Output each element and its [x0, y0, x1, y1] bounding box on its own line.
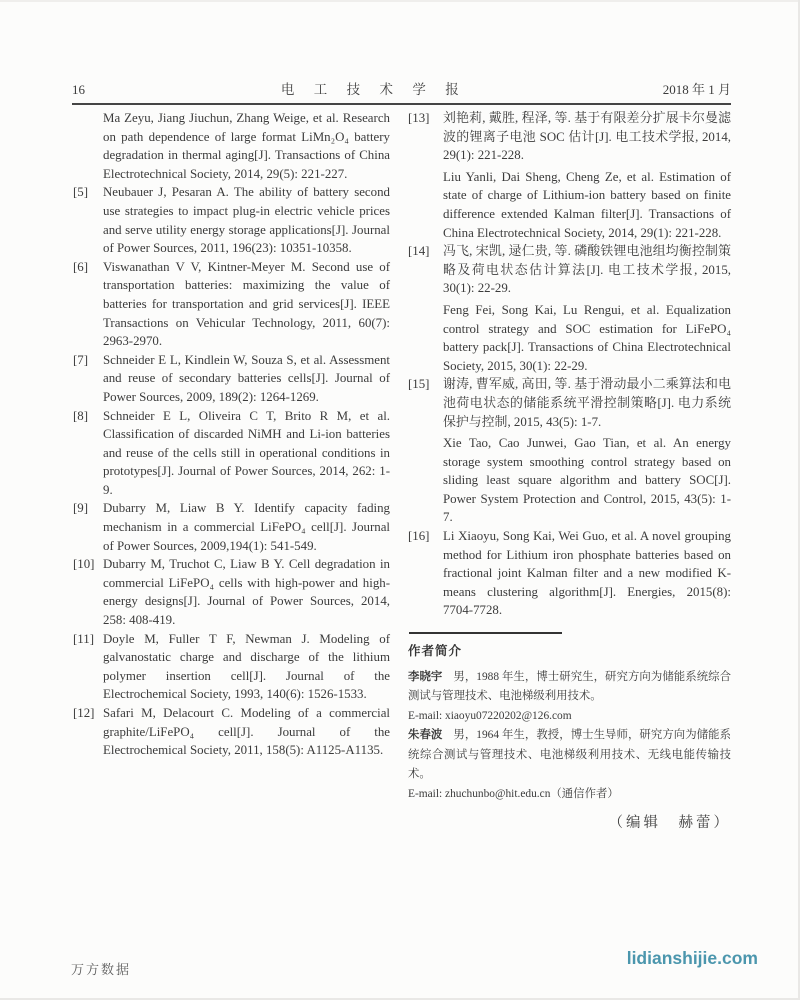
reference-number: [12]: [73, 706, 95, 720]
reference-text-chinese: 谢涛, 曹军威, 高田, 等. 基于滑动最小二乘算法和电池荷电状态的储能系统平滑控制策略[J]. 电力系统保护与控制, 2015, 43(5): 1-7.: [443, 377, 731, 429]
reference-item: [408, 242, 731, 375]
author-bio-text: [408, 726, 731, 785]
author-name: 朱春波: [408, 729, 443, 742]
wanfang-watermark: 万方数据: [71, 962, 132, 977]
reference-number: [5]: [73, 185, 89, 200]
reference-number: [8]: [73, 408, 89, 423]
reference-item: [73, 499, 390, 555]
author-email: E-mail: xiaoyu07220202@126.com: [408, 709, 572, 722]
reference-text: Safari M, Delacourt C. Modeling of a commercial graphite/LiFePO₄ cell[J]. Journal of the Electrochemical Society, 2011, 158(5): A1125-A1135.: [103, 706, 390, 758]
reference-item: [73, 351, 390, 407]
author-bio-entry: [408, 668, 731, 727]
issue-date: 2018 年 1 月: [662, 82, 731, 97]
reference-item: [73, 183, 390, 257]
reference-item: [408, 109, 731, 242]
reference-number: [11]: [73, 631, 94, 646]
page-header: [72, 78, 731, 105]
reference-number: [10]: [73, 557, 95, 572]
reference-number: [9]: [73, 501, 89, 516]
reference-text: Dubarry M, Liaw B Y. Identify capacity fading mechanism in a commercial LiFePO₄ cell[J]. Journal of Power Sources, 2009,194(1): 541-549.: [103, 501, 390, 553]
reference-text: Viswanathan V V, Kintner-Meyer M. Second use of transportation batteries: maximizing the value of batteries for transportation and grid services[J]. IEEE Transactions on Vehicular Technology, 2011, 60(7): 2963-2970.: [103, 259, 390, 349]
reference-number: [14]: [408, 244, 430, 259]
author-bio-description: 男，1964 年生，教授，博士生导师，研究方向为储能系统综合测试与管理技术、电池梯级利用技术、无线电能传输技术。: [408, 729, 731, 781]
reference-number: [13]: [408, 111, 430, 125]
author-name: 李晓宇: [408, 670, 443, 683]
reference-text: Schneider E L, Oliveira C T, Brito R M, et al. Classification of discarded NiMH and Li-ion batteries and reuse of the cells still in operational conditions in prototypes[J]. Journal of Power Sources, 2014, 262: 1-9.: [103, 408, 390, 497]
reference-text: Li Xiaoyu, Song Kai, Wei Guo, et al. A novel grouping method for Lithium iron phosphate batteries based on fractional joint Kalman filter and a new modified K-means clustering algorithm[J]. Energies, 2015(8): 7704-7728.: [443, 529, 731, 618]
reference-text-chinese: 刘艳莉, 戴胜, 程泽, 等. 基于有限差分扩展卡尔曼滤波的锂离子电池 SOC 估计[J]. 电工技术学报, 2014, 29(1): 221-228.: [443, 111, 731, 163]
reference-number: [16]: [408, 529, 430, 544]
reference-text-english: Feng Fei, Song Kai, Lu Rengui, et al. Equalization control strategy and SOC estimation for LiFePO₄ battery pack[J]. Transactions of China Electrotechnical Society, 2015, 30(1): 22-29.: [443, 302, 731, 373]
reference-number: [7]: [73, 352, 89, 367]
references-column-left: [73, 109, 390, 760]
author-bio-text: [408, 668, 731, 707]
reference-text: Neubauer J, Pesaran A. The ability of battery second use strategies to impact plug-in electric vehicle prices and serve utility energy storage applications[J]. Journal of Power Sources, 2011, 196(23): 10351-10358.: [103, 185, 390, 256]
author-bio-divider: [409, 632, 562, 634]
reference-item: [73, 258, 390, 351]
references-column-right: [408, 109, 731, 833]
reference-item: [408, 527, 731, 620]
reference-text: Dubarry M, Truchot C, Liaw B Y. Cell degradation in commercial LiFePO₄ cells with high-power and high-energy designs[J]. Journal of Power Sources, 2014, 258: 408-419.: [103, 557, 390, 628]
editor-note: （编辑 赫蕾）: [608, 815, 731, 832]
author-email: E-mail: zhuchunbo@hit.edu.cn（通信作者）: [408, 787, 619, 800]
reference-item: [408, 375, 731, 527]
reference-item: [73, 630, 390, 704]
journal-title: 电 工 技 术 学 报: [280, 82, 467, 97]
author-bio-entry: [408, 726, 731, 804]
reference-number: [15]: [408, 377, 430, 392]
reference-item: [73, 407, 390, 500]
reference-item: [73, 555, 390, 629]
reference-item: [73, 109, 390, 183]
reference-text: Ma Zeyu, Jiang Jiuchun, Zhang Weige, et al. Research on path dependence of large format LiMn₂O₄ battery degradation in thermal aging[J]. Transactions of China Electrotechnical Society, 2014, 29(5): 221-227.: [103, 111, 390, 181]
reference-text: Doyle M, Fuller T F, Newman J. Modeling of galvanostatic charge and discharge of the lithium polymer insertion cell[J]. Journal of the Electrochemical Society, 1993, 140(6): 1526-1533.: [103, 631, 390, 702]
reference-text-english: Liu Yanli, Dai Sheng, Cheng Ze, et al. Estimation of state of charge of Lithium-ion battery based on finite difference extended Kalman filter[J]. Transactions of China Electrotechnical Society, 2014, 29(1): 221-228.: [443, 169, 731, 240]
reference-number: [6]: [73, 259, 89, 274]
author-bio-description: 男，1988 年生，博士研究生，研究方向为储能系统综合测试与管理技术、电池梯级利用技术。: [408, 670, 731, 703]
reference-text-english: Xie Tao, Cao Junwei, Gao Tian, et al. An energy storage system smoothing control strategy based on sliding least square algorithm and battery SOC[J]. Power System Protection and Control, 2015, 43(5): 1-7.: [443, 436, 731, 525]
website-watermark: lidianshijie.com: [626, 948, 758, 968]
reference-text: Schneider E L, Kindlein W, Souza S, et al. Assessment and reuse of secondary batteries cells[J]. Journal of Power Sources, 2009, 189(2): 1264-1269.: [103, 352, 390, 404]
page-number: 16: [72, 82, 85, 97]
author-bio-heading: 作者简介: [408, 644, 463, 659]
reference-text-chinese: 冯飞, 宋凯, 逯仁贵, 等. 磷酸铁锂电池组均衡控制策略及荷电状态估计算法[J]. 电工技术学报, 2015, 30(1): 22-29.: [443, 244, 731, 296]
reference-item: [73, 704, 390, 760]
